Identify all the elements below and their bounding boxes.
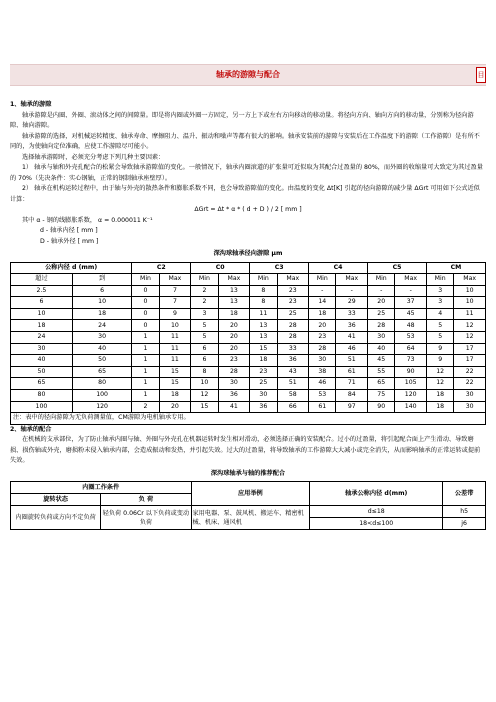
table-cell: 13 [218, 297, 250, 309]
table-header: 公称内径 d (mm) [11, 262, 132, 274]
table-header: CM [426, 262, 485, 274]
table-cell: d≤18 [310, 506, 443, 518]
table-cell: j6 [443, 518, 486, 530]
section1-paragraph: 2） 轴承在机构运转过程中，由于轴与外壳的散热条件和膨胀系数不同，也会导致游隙值的变化。由温度的变化 Δt[K] 引起的径向游隙的减少量 ΔGrt 可用如下公式近似计算： [10, 185, 480, 203]
table-cell: 97 [336, 401, 368, 413]
table-header: C0 [191, 262, 250, 274]
table-note: 注：表中的径向游隙为无负荷测量值，CM游隙为电机轴承专用。 [11, 413, 486, 425]
table-cell: 18 [250, 355, 277, 367]
table-header: 公差带 [443, 482, 486, 506]
table-cell: 50 [72, 355, 131, 367]
table-cell: 51 [336, 355, 368, 367]
table-cell: 36 [218, 390, 250, 402]
table-cell: 23 [309, 332, 336, 344]
table-cell: - [309, 285, 336, 297]
table-cell: 18 [159, 390, 191, 402]
table-row [11, 401, 486, 413]
table-cell: 11 [159, 343, 191, 355]
table-cell: 45 [368, 355, 395, 367]
table-cell: 家用电器、泵、鼓风机、搬运车、精密机械、机床、通风机 [191, 506, 310, 530]
table-cell: 23 [218, 355, 250, 367]
table2-caption: 深沟球轴承与轴的推荐配合 [210, 469, 286, 477]
table-row [11, 506, 486, 518]
table-cell: 46 [309, 378, 336, 390]
table-row [11, 355, 486, 367]
table-cell: 3 [426, 285, 453, 297]
table-cell: 18 [426, 390, 453, 402]
table-cell: 28 [309, 343, 336, 355]
table-subheader: Max [277, 274, 309, 286]
table-cell: 38 [309, 366, 336, 378]
title-bar [10, 64, 486, 86]
table-cell: 6 [191, 343, 218, 355]
table-cell: 100 [72, 390, 131, 402]
section2-heading: 2、轴承的配合 [10, 425, 52, 433]
table-cell: 1 [132, 378, 159, 390]
table-cell: 17 [454, 343, 486, 355]
table-cell: 20 [218, 343, 250, 355]
table-cell: 2 [132, 401, 159, 413]
table-cell: 20 [218, 320, 250, 332]
table-cell: 64 [395, 343, 427, 355]
table-cell: 41 [336, 332, 368, 344]
formula-where: 其中 α - 钢的线膨胀系数， α = 0.000011 K⁻¹ [22, 216, 153, 224]
table-cell: 53 [395, 332, 427, 344]
table-cell: 5 [191, 332, 218, 344]
clearance-table [10, 262, 486, 425]
table-cell: 12 [454, 320, 486, 332]
table-cell: 28 [368, 320, 395, 332]
table-row [11, 390, 486, 402]
table-cell: 0 [132, 308, 159, 320]
table-cell: 105 [395, 378, 427, 390]
table-cell: 66 [277, 401, 309, 413]
table-cell: 84 [336, 390, 368, 402]
table-cell: 8 [250, 285, 277, 297]
table-cell: 9 [426, 343, 453, 355]
table-cell: 0 [132, 297, 159, 309]
table-row [11, 332, 486, 344]
table-cell: 10 [454, 297, 486, 309]
table-cell: 11 [454, 308, 486, 320]
table-cell: 3 [426, 297, 453, 309]
table-cell: 8 [250, 297, 277, 309]
table-cell: 4 [426, 308, 453, 320]
document-body [10, 100, 486, 530]
table-row [11, 297, 486, 309]
table-cell: 55 [368, 366, 395, 378]
table-cell: 43 [277, 366, 309, 378]
table-cell: 2.5 [11, 285, 73, 297]
table-cell: 12 [191, 390, 218, 402]
table-cell: 30 [309, 355, 336, 367]
table-cell: 41 [218, 401, 250, 413]
table-cell: 8 [191, 366, 218, 378]
table-cell: 140 [395, 401, 427, 413]
section1-paragraph: 1） 轴承与轴和外壳孔配合的松紧会导致轴承游隙值的变化。一般情况下，轴承内圈滚道的扩张量可近似取为其配合过盈量的 80%，而外圈的收缩量可大致定为其过盈量的 70%（先决条件：实心钢轴，正常的钢制轴承座壁厚）。 [10, 164, 483, 182]
table-cell: 9 [426, 355, 453, 367]
table-cell: 12 [426, 366, 453, 378]
table-cell: 25 [368, 308, 395, 320]
table-cell: 51 [277, 378, 309, 390]
table-cell: h5 [443, 506, 486, 518]
table-subheader: Min [309, 274, 336, 286]
table-cell: 80 [72, 378, 131, 390]
title-marker[interactable]: 目 [476, 67, 486, 83]
table-cell: 1 [132, 343, 159, 355]
table-cell: 1 [132, 332, 159, 344]
formula-where: D - 轴承外径 [ mm ] [40, 237, 99, 245]
table-header: 内圈工作条件 [11, 482, 192, 494]
table-cell: 13 [218, 285, 250, 297]
table-cell: 内圈旋转负荷或方向不定负荷 [11, 506, 101, 530]
table-cell: 13 [250, 332, 277, 344]
table-cell: 65 [11, 378, 73, 390]
table-cell: 30 [72, 332, 131, 344]
table-cell: 18 [11, 320, 73, 332]
table-cell: 5 [426, 332, 453, 344]
table-header: C5 [368, 262, 427, 274]
table-cell: 11 [159, 332, 191, 344]
table-cell: 71 [336, 378, 368, 390]
table-cell: 24 [11, 332, 73, 344]
table-cell: 轻负荷 0.06Cr 以下负荷或变动负荷 [101, 506, 191, 530]
table-cell: 18 [426, 401, 453, 413]
table-cell: 33 [336, 308, 368, 320]
table-cell: 40 [72, 343, 131, 355]
table-header: C2 [132, 262, 191, 274]
table-row [11, 285, 486, 297]
table-cell: 65 [368, 378, 395, 390]
formula: ΔGrt = Δt * α * ( d + D ) / 2 [ mm ] [194, 206, 302, 213]
fit-table [10, 481, 486, 530]
table-cell: 28 [277, 320, 309, 332]
table-cell: 6 [72, 285, 131, 297]
table-header: 应用举例 [191, 482, 310, 506]
table-cell: 13 [250, 320, 277, 332]
table-cell: 30 [11, 343, 73, 355]
table-header: 轴承公称内径 d(mm) [310, 482, 443, 506]
table-cell: 7 [159, 297, 191, 309]
table-cell: 37 [395, 297, 427, 309]
table-header: C4 [309, 262, 368, 274]
table-cell: 10 [191, 378, 218, 390]
table-subheader: Min [368, 274, 395, 286]
table-cell: 45 [395, 308, 427, 320]
table-cell: 120 [395, 390, 427, 402]
table-subheader: Max [218, 274, 250, 286]
table-cell: 120 [72, 401, 131, 413]
table-cell: 18<d≤100 [310, 518, 443, 530]
table-cell: 33 [277, 343, 309, 355]
section2-paragraph: 在机械的支承部位，为了防止轴承内圈与轴、外圈与外壳孔在机器运转时发生相对滑动，必须选择正确的安装配合。过小的过盈量，将引起配合面上产生滑动、导致磨损、损伤轴或外壳，磨损粉末侵入轴承内部，会造成振动和发热，并引起失效。过大的过盈量，将导致轴承的工作游隙大大减小或完全消失，从而影响轴承的正常运转或提前失效。 [10, 436, 481, 465]
table-subheader: Max [159, 274, 191, 286]
table-subheader: Min [426, 274, 453, 286]
table-row [11, 320, 486, 332]
table-cell: - [336, 285, 368, 297]
table-header: 旋转状态 [11, 494, 101, 506]
table-cell: 36 [277, 355, 309, 367]
table-cell: 11 [159, 355, 191, 367]
table-cell: 12 [454, 332, 486, 344]
table-cell: 14 [309, 297, 336, 309]
table-cell: 3 [191, 308, 218, 320]
table-header: C3 [250, 262, 309, 274]
table-cell: 6 [191, 355, 218, 367]
table-cell: - [368, 285, 395, 297]
table-cell: 28 [218, 366, 250, 378]
table-cell: 46 [336, 343, 368, 355]
table-cell: 0 [132, 320, 159, 332]
table-cell: 30 [454, 390, 486, 402]
table-cell: 15 [159, 366, 191, 378]
table-cell: 73 [395, 355, 427, 367]
table-cell: 25 [250, 378, 277, 390]
table-cell: 18 [309, 308, 336, 320]
page-title: 轴承的游隙与配合 [216, 70, 280, 79]
table-cell: 15 [250, 343, 277, 355]
table-cell: 48 [395, 320, 427, 332]
table-subheader: Min [191, 274, 218, 286]
table-cell: 61 [336, 366, 368, 378]
table-cell: 7 [159, 285, 191, 297]
table-cell: 28 [277, 332, 309, 344]
table-cell: 36 [336, 320, 368, 332]
table-cell: 23 [250, 366, 277, 378]
table-cell: 50 [11, 366, 73, 378]
clearance-table-body [11, 285, 486, 413]
table-cell: 90 [395, 366, 427, 378]
table-cell: 10 [159, 320, 191, 332]
table1-caption: 深沟球轴承径向游隙 μm [213, 250, 283, 257]
table-subheader: 到 [72, 274, 131, 286]
table-cell: 58 [277, 390, 309, 402]
table-cell: 18 [218, 308, 250, 320]
table-cell: 23 [277, 297, 309, 309]
table-subheader: 超过 [11, 274, 73, 286]
table-cell: 30 [368, 332, 395, 344]
table-cell: 30 [218, 378, 250, 390]
table-subheader: Max [395, 274, 427, 286]
table-cell: 20 [218, 332, 250, 344]
table-cell: 0 [132, 285, 159, 297]
formula-where: d - 轴承内径 [ mm ] [40, 227, 98, 234]
table-cell: 10 [11, 308, 73, 320]
table-cell: 1 [132, 390, 159, 402]
table-cell: 36 [250, 401, 277, 413]
table-row [11, 343, 486, 355]
table-cell: 10 [454, 285, 486, 297]
table-subheader: Min [250, 274, 277, 286]
table-cell: 15 [159, 378, 191, 390]
table-cell: 80 [11, 390, 73, 402]
table-cell: 11 [250, 308, 277, 320]
table-cell: 1 [132, 355, 159, 367]
table-cell: 5 [426, 320, 453, 332]
table-row [11, 366, 486, 378]
table-cell: 29 [336, 297, 368, 309]
table-cell: 12 [426, 378, 453, 390]
table-cell: 65 [72, 366, 131, 378]
table-header: 负 荷 [101, 494, 191, 506]
table-cell: 75 [368, 390, 395, 402]
table-row [11, 308, 486, 320]
table-cell: 9 [159, 308, 191, 320]
table-cell: 24 [72, 320, 131, 332]
section1-paragraph: 选择轴承游隙时，必须充分考虑下列几种主要因素： [22, 153, 165, 161]
section1-paragraph: 轴承游隙是内圈、外圈、滚动体之间的间隙量。即是将内圈或外圈一方固定，另一方上下或左右方向移动的移动量。将径向方向、轴向方向的移动量，分别称为径向游隙、轴向游隙。 [10, 111, 474, 129]
table-cell: 53 [309, 390, 336, 402]
table-cell: 20 [159, 401, 191, 413]
table-cell: 15 [191, 401, 218, 413]
section1-heading: 1、轴承的游隙 [10, 101, 52, 108]
table-subheader: Max [336, 274, 368, 286]
table-subheader-row [11, 274, 486, 286]
table-cell: 40 [368, 343, 395, 355]
table-row [11, 378, 486, 390]
table-cell: 25 [277, 308, 309, 320]
table-cell: 90 [368, 401, 395, 413]
table-cell: 17 [454, 355, 486, 367]
section1-paragraph: 轴承游隙的选择，对机械运转精度、轴承寿命、摩擦阻力、温升、振动和噪声等都有很大的影响。轴承安装前的游隙与安装后在工作温度下的游隙（工作游隙）是有所不同的，为使轴向定位准确，应使工作游隙尽可能小。 [10, 132, 480, 150]
table-cell: 20 [368, 297, 395, 309]
table-cell: 30 [250, 390, 277, 402]
table-cell: 2 [191, 297, 218, 309]
table-cell: 61 [309, 401, 336, 413]
table-cell: 100 [11, 401, 73, 413]
table-cell: 10 [72, 297, 131, 309]
table-cell: 22 [454, 378, 486, 390]
table-cell: 6 [11, 297, 73, 309]
table-cell: 22 [454, 366, 486, 378]
table-cell: 23 [277, 285, 309, 297]
table-cell: 1 [132, 366, 159, 378]
table-cell: 20 [309, 320, 336, 332]
table-cell: 2 [191, 285, 218, 297]
table-subheader: Max [454, 274, 486, 286]
table-subheader: Min [132, 274, 159, 286]
table-cell: 30 [454, 401, 486, 413]
table-cell: 5 [191, 320, 218, 332]
table-cell: 40 [11, 355, 73, 367]
table-cell: 18 [72, 308, 131, 320]
table-cell: - [395, 285, 427, 297]
